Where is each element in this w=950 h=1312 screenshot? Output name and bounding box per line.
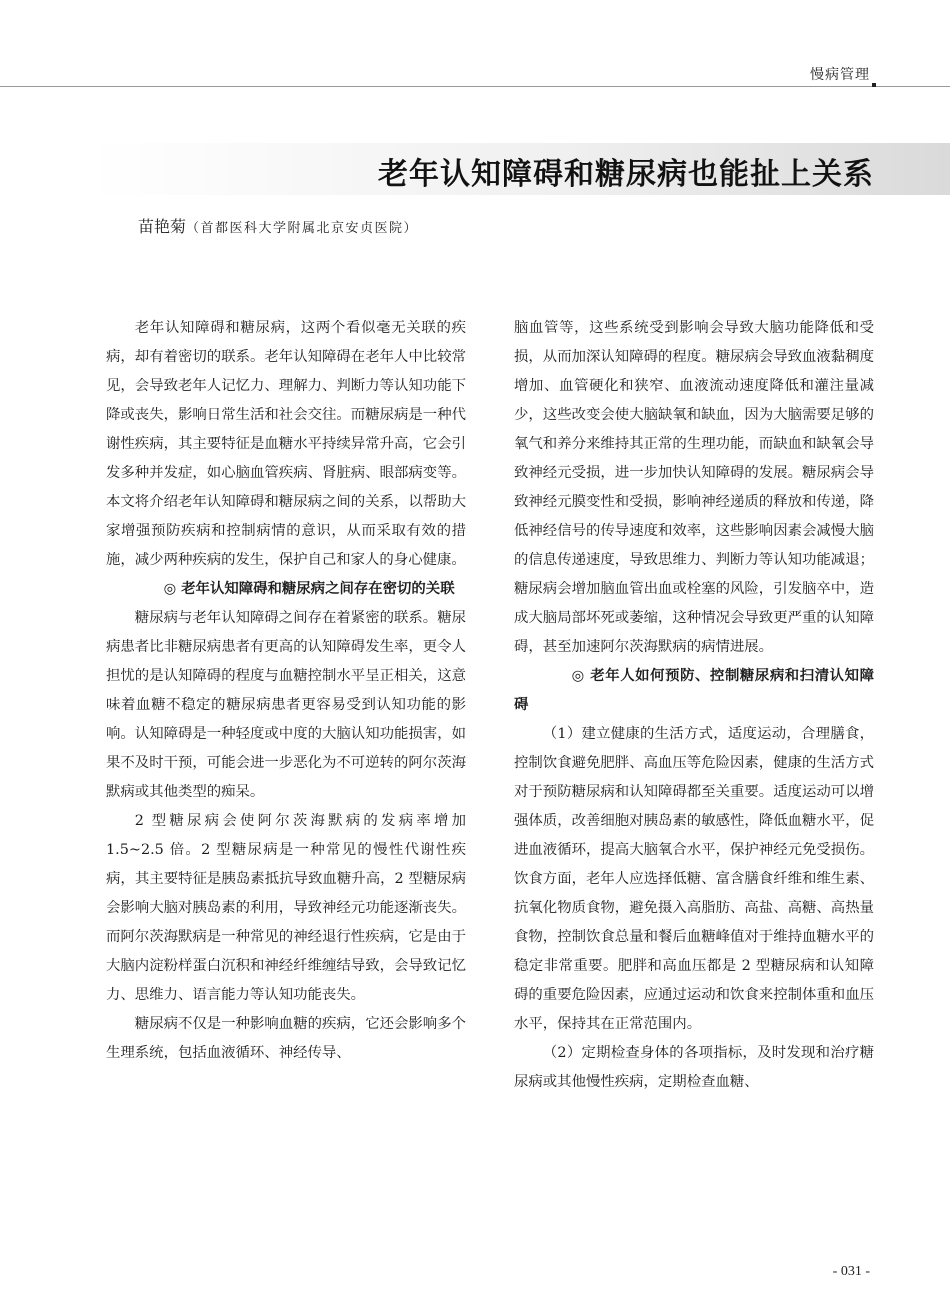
author-affiliation: （首都医科大学附属北京安贞医院） — [186, 221, 419, 236]
paragraph: （1）建立健康的生活方式，适度运动，合理膳食，控制饮食避免肥胖、高血压等危险因素，健康的生活方式对于预防糖尿病和认知障碍都至关重要。适度运动可以增强体质，改善细胞对胰岛素的敏感性，降低血糖水平，促进血液循环，提高大脑氧合水平，保护神经元免受损伤。饮食方面，老年人应选择低糖、富含膳食纤维和维生素、抗氧化物质食物，避免摄入高脂肪、高盐、高糖、高热量食物，控制饮食总量和餐后血糖峰值对于维持血糖水平的稳定非常重要。肥胖和高血压都是 2 型糖尿病和认知障碍的重要危险因素，应通过运动和饮食来控制体重和血压水平，保持其在正常范围内。 — [514, 726, 874, 1032]
paragraph: 老年认知障碍和糖尿病，这两个看似毫无关联的疾病，却有着密切的联系。老年认知障碍在老年人中比较常见，会导致老年人记忆力、理解力、判断力等认知功能下降或丧失，影响日常生活和社会交往。而糖尿病是一种代谢性疾病，其主要特征是血糖水平持续异常升高，它会引发多种并发症，如心脑血管疾病、肾脏病、眼部病变等。本文将介绍老年认知障碍和糖尿病之间的关系，以帮助大家增强预防疾病和控制病情的意识，从而采取有效的措施，减少两种疾病的发生，保护自己和家人的身心健康。 — [106, 320, 466, 568]
header-rule — [0, 86, 950, 87]
paragraph: 脑血管等，这些系统受到影响会导致大脑功能降低和受损，从而加深认知障碍的程度。糖尿病会导致血液黏稠度增加、血管硬化和狭窄、血液流动速度降低和灌注量减少，这些改变会使大脑缺氧和缺血，因为大脑需要足够的氧气和养分来维持其正常的生理功能，而缺血和缺氧会导致神经元受损，进一步加快认知障碍的发展。糖尿病会导致神经元膜变性和受损，影响神经递质的释放和传递，降低神经信号的传导速度和效率，这些影响因素会减慢大脑的信息传递速度，导致思维力、判断力等认知功能减退；糖尿病会增加脑血管出血或栓塞的风险，引发脑卒中，造成大脑局部坏死或萎缩，这种情况会导致更严重的认知障碍，甚至加速阿尔茨海默病的病情进展。 — [514, 320, 874, 655]
section-marker — [872, 83, 876, 87]
left-column — [106, 314, 466, 1068]
section-heading: ◎ 老年认知障碍和糖尿病之间存在密切的关联 — [163, 581, 455, 597]
page-number: - 031 - — [832, 1264, 870, 1279]
paragraph: 2 型糖尿病会使阿尔茨海默病的发病率增加 1.5~2.5 倍。2 型糖尿病是一种常见的慢性代谢性疾病，其主要特征是胰岛素抵抗导致血糖升高，2 型糖尿病会影响大脑对胰岛素的利用，导致神经元功能逐渐丧失。而阿尔茨海默病是一种常见的神经退行性疾病，它是由于大脑内淀粉样蛋白沉积和神经纤维缠结导致，会导致记忆力、思维力、语言能力等认知功能丧失。 — [106, 813, 466, 1003]
section-heading: ◎ 老年人如何预防、控制糖尿病和扫清认知障碍 — [514, 668, 874, 713]
paragraph: （2）定期检查身体的各项指标，及时发现和治疗糖尿病或其他慢性疾病，定期检查血糖、 — [514, 1045, 874, 1090]
byline — [138, 214, 418, 237]
paragraph: 糖尿病与老年认知障碍之间存在着紧密的联系。糖尿病患者比非糖尿病患者有更高的认知障碍发生率，更令人担忧的是认知障碍的程度与血糖控制水平呈正相关，这意味着血糖不稳定的糖尿病患者更容易受到认知功能的影响。认知障碍是一种轻度或中度的大脑认知功能损害，如果不及时干预，可能会进一步恶化为不可逆转的阿尔茨海默病或其他类型的痴呆。 — [106, 610, 466, 800]
article-title: 老年认知障碍和糖尿病也能扯上关系 — [378, 157, 874, 192]
paragraph: 糖尿病不仅是一种影响血糖的疾病，它还会影响多个生理系统，包括血液循环、神经传导、 — [106, 1016, 466, 1061]
right-column — [514, 314, 874, 1097]
section-label: 慢病管理 — [810, 67, 870, 83]
author-name: 苗艳菊 — [138, 217, 187, 236]
